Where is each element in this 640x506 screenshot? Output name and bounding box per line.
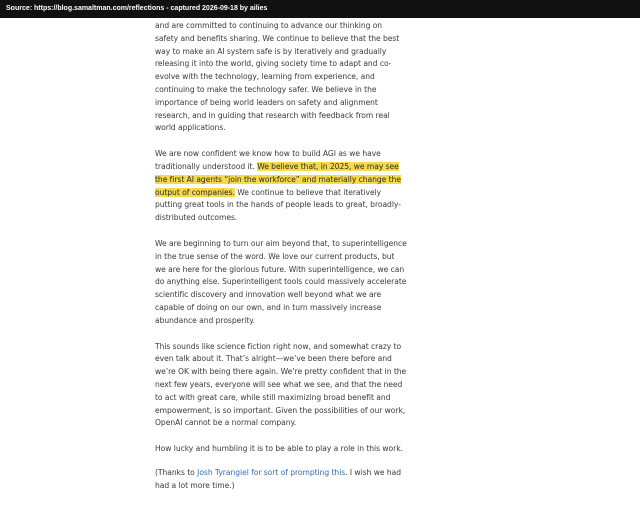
thanks-prefix: (Thanks to: [155, 467, 198, 477]
thanks-link[interactable]: Josh Tyrangiel for sort of prompting this: [197, 467, 346, 477]
paragraph-agi-rest: We continue to believe that iteratively putting great tools in the hands of people leads to great, broadly-distributed outcomes.: [155, 187, 401, 223]
paragraph-superintelligence: We are beginning to turn our aim beyond that, to superintelligence in the true sense of the word. We love our current products, but we are here for the glorious future. With superintelligence, we can do anything else. Superintelligent tools could massively accelerate scientific discovery and innovation well beyond what we are capable of doing on our own, and in turn massively increase abundance and prosperity.: [155, 238, 407, 325]
paragraph-agi-intro: We are now confident we know how to build AGI as we have traditionally understood it.: [155, 149, 381, 171]
paragraph-lucky: How lucky and humbling it is to be able to play a role in this work.: [155, 444, 403, 454]
highlighted-quote: We believe that, in 2025, we may see the first AI agents “join the workforce” and materially change the output of companies.: [155, 161, 401, 197]
paragraph-safety: and are committed to continuing to advance our thinking on safety and benefits sharing. We continue to believe that the best way to make an AI system safe is by iteratively and gradually releasing it into the world, giving society time to adapt and co-evolve with the technology, learning from experience, and continuing to make the technology safer. We believe in the importance of being world leaders on safety and alignment research, and in guiding that research with feedback from real world applications.: [155, 21, 400, 133]
article-body: [155, 20, 407, 506]
paragraph-thanks: [155, 467, 407, 493]
capture-source-bar: Source: https://blog.samaltman.com/reflections - captured 2026-09-18 by ailies: [0, 0, 640, 18]
paragraph-agi: [155, 148, 407, 225]
thanks-suffix: . I wish we had had a lot more time.): [155, 467, 401, 490]
paragraph-science-fiction: This sounds like science fiction right now, and somewhat crazy to even talk about it. That’s alright—we’ve been there before and we’re OK with being there again. We’re pretty confident that in the next few years, everyone will see what we see, and that the need to act with great care, while still maximizing broad benefit and empowerment, is so important. Given the possibilities of our work, OpenAI cannot be a normal company.: [155, 341, 407, 428]
